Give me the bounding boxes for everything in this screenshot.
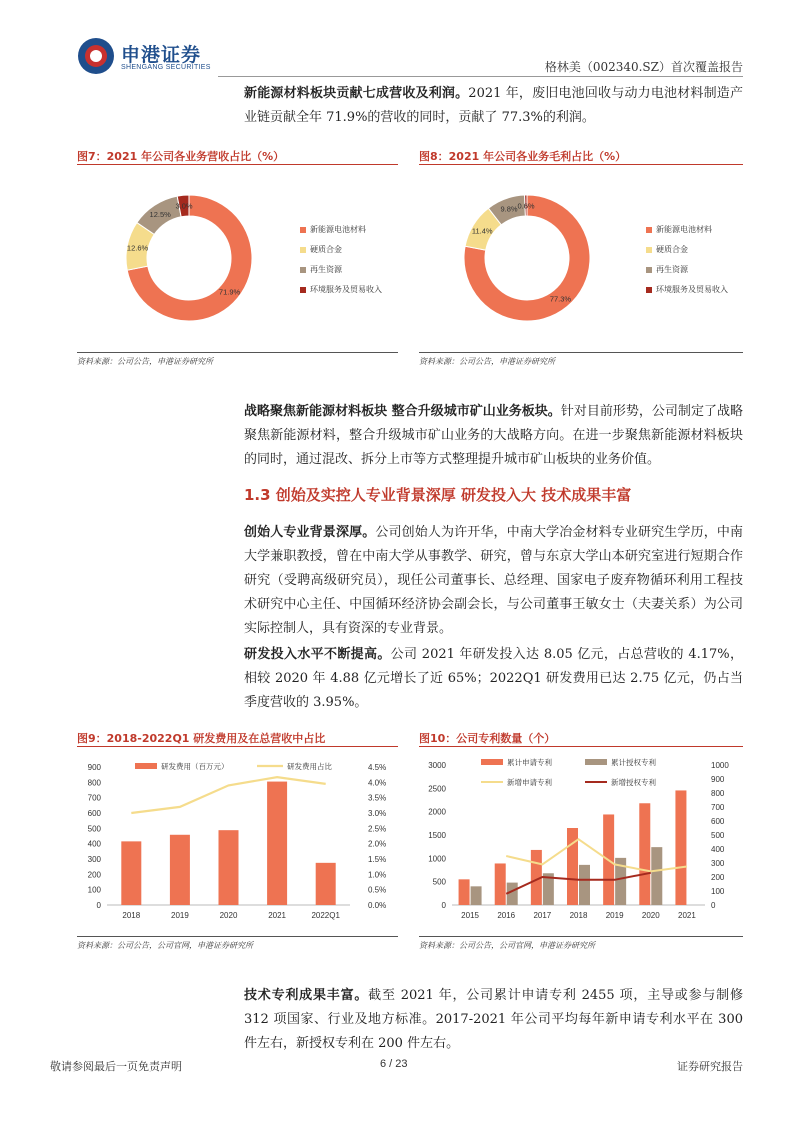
legend-label: 环境服务及贸易收入	[310, 285, 382, 294]
y-tick-right: 600	[711, 817, 725, 826]
figure-9-bars	[121, 782, 335, 905]
y-tick-right: 2.5%	[368, 824, 387, 834]
slice-label: 12.5%	[149, 210, 171, 220]
figure-8-source: 资料来源：公司公告，申港证券研究所	[419, 357, 555, 366]
legend-item	[646, 244, 728, 255]
figure-7-source: 资料来源：公司公告，申港证券研究所	[77, 357, 213, 366]
figure-8-source-rule	[419, 352, 743, 353]
y-tick-right: 4.0%	[368, 778, 387, 788]
legend-item	[300, 244, 382, 255]
figure-10-source-rule	[419, 936, 743, 937]
x-tick-label: 2015	[461, 911, 479, 920]
bar	[579, 865, 590, 905]
paragraph-body: 公司创始人为许开华，中南大学冶金材料专业研究生学历，中南大学兼职教授，曾在中南大学从事教学、研究，曾与东京大学山本研究室进行短期合作研究（受聘高级研究员），现任公司董事长、总经理、国家电子废弃物循环利用工程技术研究中心主任、中国循环经济协会副会长，与公司董事王敏女士（夫妻关系）为公司实际控制人，具有资深的专业背景。	[244, 525, 743, 636]
figure-7-slices	[126, 195, 252, 321]
figure-10-legend	[481, 757, 656, 787]
y-tick-right: 2.0%	[368, 839, 387, 849]
bar	[471, 886, 482, 905]
y-tick-left: 100	[87, 885, 101, 895]
y-tick-right: 100	[711, 887, 725, 896]
footer-report-type: 证券研究报告	[677, 1060, 743, 1073]
legend-swatch	[135, 763, 157, 769]
figure-9-source: 资料来源：公司公告，公司官网，申港证券研究所	[77, 941, 253, 950]
slice-label: 9.8%	[500, 204, 518, 214]
paragraph-lead: 技术专利成果丰富。	[244, 988, 369, 1003]
legend-label: 新增授权专利	[611, 778, 656, 787]
header-divider	[218, 76, 743, 77]
figure-9-title-rule	[77, 746, 398, 747]
paragraph-lead: 新能源材料板块贡献七成营收及利润。	[244, 86, 469, 101]
brand-name-en: SHENGANG SECURITIES	[121, 64, 211, 71]
y-tick-right: 800	[711, 789, 725, 798]
paragraph-body: 2021 年，废旧电池回收与动力电池材料制造产业链贡献全年 71.9%的营收的同时，贡献了 77.3%的利润。	[244, 86, 743, 125]
legend-label: 研发费用占比	[287, 762, 332, 771]
legend-label: 硬质合金	[656, 245, 688, 254]
y-tick-right: 500	[711, 831, 725, 840]
bar	[495, 863, 506, 905]
figure-8-title: 图8：2021 年公司各业务毛利占比（%）	[419, 150, 627, 163]
y-tick-left: 0	[441, 901, 446, 910]
y-tick-right: 400	[711, 845, 725, 854]
x-tick-label: 2020	[219, 911, 238, 920]
y-tick-right: 1.5%	[368, 855, 387, 864]
bar	[639, 803, 650, 905]
figure-9-source-rule	[77, 936, 398, 937]
x-tick-label: 2016	[497, 911, 516, 920]
paragraph-rd-investment	[244, 643, 743, 715]
legend-item	[300, 264, 382, 275]
legend-label: 环境服务及贸易收入	[656, 285, 728, 294]
x-tick-label: 2018	[122, 911, 141, 920]
y-tick-left: 1000	[428, 854, 446, 864]
figure-10-title-rule	[419, 746, 743, 747]
slice-label: 0.6%	[517, 201, 535, 211]
figure-9-combo-chart	[77, 750, 398, 935]
legend-label: 累计授权专利	[611, 758, 656, 767]
legend-swatch	[585, 759, 607, 765]
figure-7-source-rule	[77, 352, 398, 353]
paragraph-body: 截至 2021 年，公司累计申请专利 2455 项，主导或参与制修 312 项国家、行业及地方标准。2017-2021 年公司平均每年新申请专利水平在 300 件左右，新授权专利在 200 件左右。	[244, 988, 743, 1051]
bar	[219, 830, 239, 905]
y-tick-left: 0	[96, 901, 101, 910]
paragraph-body: 针对目前形势，公司制定了战略聚焦新能源材料，整合升级城市矿山业务的大战略方向。在进一步聚焦新能源材料板块的同时，通过混改、拆分上市等方式整理提升城市矿山板块的业务价值。	[244, 404, 743, 467]
bar	[459, 879, 470, 905]
y-tick-right: 700	[711, 803, 725, 812]
figure-8-legend	[646, 224, 728, 295]
legend-item	[300, 224, 382, 235]
figure-9-legend	[135, 761, 332, 771]
page-number: 6 / 23	[380, 1058, 408, 1070]
x-tick-label: 2021	[678, 911, 696, 920]
y-tick-left: 700	[87, 793, 101, 803]
paragraph-lead: 创始人专业背景深厚。	[244, 525, 376, 540]
y-tick-right: 0	[711, 901, 716, 910]
paragraph-founder	[244, 521, 743, 641]
legend-item	[646, 224, 728, 235]
figure-8-title-rule	[419, 164, 743, 165]
legend-label: 再生资源	[310, 265, 342, 274]
legend-item	[300, 284, 382, 295]
y-tick-right: 1000	[711, 761, 729, 770]
slice-label: 71.9%	[218, 287, 241, 297]
paragraph-strategy	[244, 400, 743, 472]
figure-9-line	[131, 777, 325, 813]
y-tick-right: 3.0%	[368, 809, 387, 818]
bar	[651, 847, 662, 905]
figure-7-title: 图7：2021 年公司各业务营收占比（%）	[77, 150, 285, 163]
report-title: 格林美（002340.SZ）首次覆盖报告	[544, 60, 743, 74]
y-tick-right: 300	[711, 859, 725, 868]
legend-item	[646, 264, 728, 275]
legend-label: 研发费用（百万元）	[161, 762, 229, 771]
paragraph-revenue-share	[244, 82, 743, 130]
y-tick-left: 2500	[428, 784, 446, 794]
bar	[675, 790, 686, 905]
figure-10-title: 图10：公司专利数量（个）	[419, 732, 556, 745]
figure-10-bars	[459, 790, 687, 905]
legend-label: 累计申请专利	[507, 758, 552, 767]
paragraph-lead: 研发投入水平不断提高。	[244, 647, 391, 662]
slice-label: 3.0%	[175, 201, 193, 211]
y-tick-right: 1.0%	[368, 870, 387, 880]
y-tick-left: 900	[87, 763, 101, 772]
figure-9-title: 图9：2018-2022Q1 研发费用及在总营收中占比	[77, 732, 326, 745]
slice-label: 12.6%	[126, 243, 149, 253]
legend-label: 新增申请专利	[507, 778, 552, 787]
paragraph-body: 公司 2021 年研发投入达 8.05 亿元，占总营收的 4.17%，相较 2020 年 4.88 亿元增长了近 65%；2022Q1 研发费用已达 2.75 亿元，仍占当季度营收的 3.95%。	[244, 647, 743, 710]
bar	[267, 782, 287, 905]
x-tick-label: 2020	[641, 911, 660, 920]
legend-swatch	[481, 759, 503, 765]
y-tick-left: 600	[87, 809, 101, 818]
legend-label: 硬质合金	[310, 245, 342, 254]
figure-7-legend	[300, 224, 382, 295]
y-tick-left: 1500	[428, 831, 446, 840]
y-tick-right: 200	[711, 873, 725, 882]
x-tick-label: 2022Q1	[311, 911, 340, 920]
bar	[316, 863, 336, 905]
bar	[121, 841, 141, 905]
figure-10-source: 资料来源：公司公告，公司官网，申港证券研究所	[419, 941, 595, 950]
y-tick-left: 200	[87, 870, 101, 880]
slice-label: 11.4%	[471, 226, 493, 236]
figure-7-title-rule	[77, 164, 398, 165]
y-tick-left: 300	[87, 855, 101, 864]
y-tick-left: 400	[87, 839, 101, 849]
series-line	[131, 777, 325, 813]
section-heading: 1.3 创始及实控人专业背景深厚 研发投入大 技术成果丰富	[244, 486, 632, 504]
y-tick-right: 900	[711, 775, 725, 784]
x-tick-label: 2019	[605, 911, 624, 920]
y-tick-left: 3000	[428, 761, 446, 770]
legend-label: 新能源电池材料	[656, 225, 712, 234]
x-tick-label: 2019	[171, 911, 189, 920]
y-tick-right: 3.5%	[368, 793, 387, 803]
y-tick-right: 0.0%	[368, 901, 387, 910]
y-tick-left: 500	[87, 824, 101, 834]
footer-disclaimer: 敬请参阅最后一页免责声明	[50, 1060, 182, 1073]
y-tick-left: 2000	[428, 807, 446, 817]
y-tick-right: 0.5%	[368, 885, 387, 895]
x-tick-label: 2018	[569, 911, 588, 920]
figure-10-combo-chart	[419, 750, 743, 935]
legend-label: 再生资源	[656, 265, 688, 274]
slice-label: 77.3%	[549, 294, 572, 304]
brand-name-cn: 申港证券	[121, 44, 202, 66]
bar	[170, 835, 190, 905]
paragraph-lead: 战略聚焦新能源材料板块 整合升级城市矿山业务板块。	[244, 404, 561, 419]
y-tick-left: 800	[87, 778, 101, 788]
legend-item	[646, 284, 728, 295]
y-tick-right: 4.5%	[368, 763, 387, 772]
x-tick-label: 2017	[533, 911, 552, 920]
y-tick-left: 500	[432, 877, 446, 887]
x-tick-label: 2021	[268, 911, 286, 920]
paragraph-patents	[244, 984, 743, 1056]
legend-label: 新能源电池材料	[310, 225, 366, 234]
series-line	[506, 873, 651, 894]
logo-mark	[78, 38, 114, 74]
